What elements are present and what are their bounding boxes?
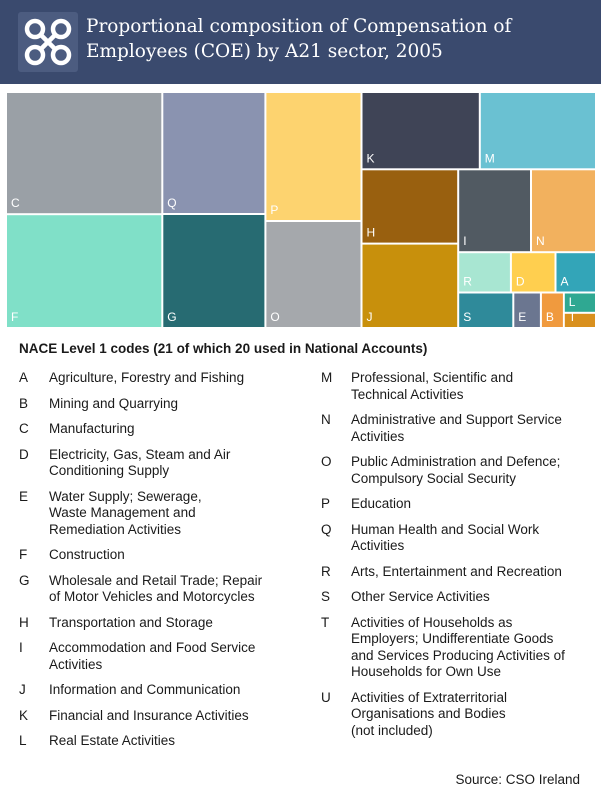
treemap-tile-c bbox=[7, 93, 161, 213]
treemap-label-i: I bbox=[463, 234, 467, 249]
legend-item-h bbox=[19, 615, 289, 632]
legend-code: H bbox=[19, 614, 29, 630]
treemap-label-h: H bbox=[366, 225, 376, 240]
legend-code: E bbox=[19, 488, 29, 504]
legend-description: Arts, Entertainment and Recreation bbox=[351, 563, 562, 579]
legend-description: Manufacturing bbox=[49, 421, 135, 436]
treemap-tile-p bbox=[266, 93, 360, 220]
treemap-label-g: G bbox=[167, 310, 177, 324]
legend-code: T bbox=[321, 614, 330, 630]
legend-code: R bbox=[321, 563, 331, 579]
legend-description: Public Administration and Defence; Compulsory Social Security bbox=[351, 454, 561, 486]
treemap-label-b: B bbox=[545, 310, 554, 324]
legend-item-u bbox=[321, 690, 591, 740]
legend-item-r bbox=[321, 564, 591, 581]
treemap-tile-q bbox=[163, 93, 264, 213]
treemap-label-o: O bbox=[270, 310, 280, 324]
legend-item-b bbox=[19, 396, 289, 413]
legend-item-e bbox=[19, 489, 289, 539]
treemap-tile-h bbox=[363, 170, 458, 242]
legend-code: U bbox=[321, 689, 331, 705]
legend-description: Agriculture, Forestry and Fishing bbox=[49, 370, 245, 385]
legend-code: F bbox=[19, 547, 28, 562]
legend-item-g bbox=[19, 573, 289, 606]
treemap-label-c: C bbox=[11, 196, 20, 211]
legend-item-n bbox=[321, 412, 591, 445]
legend-description: Information and Communication bbox=[49, 682, 241, 697]
title-line-2: Employees (COE) by A21 sector, 2005 bbox=[86, 41, 443, 62]
legend-description: Human Health and Social Work Activities bbox=[351, 521, 540, 553]
treemap-chart bbox=[6, 92, 596, 328]
treemap-label-l: L bbox=[568, 294, 576, 309]
legend-item-f bbox=[19, 547, 289, 564]
legend-description: Activities of Extraterritorial Organisations and Bodies (not included) bbox=[351, 689, 508, 738]
legend-code: G bbox=[19, 572, 30, 588]
legend-description: Professional, Scientific and Technical Activities bbox=[351, 370, 514, 402]
legend-description: Activities of Households as Employers; Undifferentiate Goods and Services Producing Activities of Households for Own Use bbox=[351, 614, 565, 679]
legend-description: Accommodation and Food Service Activities bbox=[49, 640, 256, 672]
legend-code: P bbox=[321, 496, 331, 511]
legend-description: Financial and Insurance Activities bbox=[49, 707, 249, 723]
legend-column-left bbox=[19, 370, 289, 759]
header-banner bbox=[0, 0, 601, 84]
treemap-tile-o bbox=[266, 222, 360, 327]
legend-item-c bbox=[19, 421, 289, 438]
page-title bbox=[86, 14, 591, 64]
treemap-tile-m bbox=[481, 93, 595, 168]
legend-code: S bbox=[321, 589, 331, 604]
treemap-tile-j bbox=[363, 245, 458, 327]
treemap-label-d: D bbox=[515, 274, 525, 289]
legend-code: C bbox=[19, 421, 29, 436]
legend-description: Construction bbox=[49, 547, 125, 562]
legend-description: Administrative and Support Service Activities bbox=[351, 412, 562, 444]
source-note: Source: CSO Ireland bbox=[455, 772, 580, 787]
legend-item-q bbox=[321, 522, 591, 555]
legend-item-a bbox=[19, 370, 289, 387]
legend-code: I bbox=[19, 640, 23, 655]
treemap-label-t: T bbox=[568, 310, 577, 324]
legend-description: Other Service Activities bbox=[351, 589, 490, 604]
legend-description: Mining and Quarrying bbox=[49, 395, 179, 411]
legend-item-j bbox=[19, 682, 289, 699]
treemap-label-e: E bbox=[518, 310, 527, 324]
legend-code: Q bbox=[321, 521, 332, 537]
legend-item-d bbox=[19, 447, 289, 480]
legend-code: A bbox=[19, 370, 29, 385]
legend-title: NACE Level 1 codes (21 of which 20 used in National Accounts) bbox=[19, 341, 428, 356]
legend-description: Education bbox=[351, 496, 412, 511]
legend-item-i bbox=[19, 640, 289, 673]
legend-code: K bbox=[19, 707, 29, 723]
legend-description: Real Estate Activities bbox=[49, 733, 176, 748]
legend-column-right bbox=[321, 370, 591, 748]
legend-item-l bbox=[19, 733, 289, 750]
legend-description: Transportation and Storage bbox=[49, 614, 213, 630]
treemap-label-n: N bbox=[536, 234, 545, 249]
legend-item-s bbox=[321, 589, 591, 606]
treemap-tile-k bbox=[363, 93, 479, 168]
legend-item-t bbox=[321, 615, 591, 681]
legend-code: B bbox=[19, 395, 29, 411]
treemap-label-f: F bbox=[11, 310, 19, 324]
treemap-tile-g bbox=[163, 215, 264, 327]
treemap-tile-i bbox=[459, 170, 530, 251]
treemap-label-j: J bbox=[366, 310, 373, 324]
legend-code: L bbox=[19, 733, 27, 748]
treemap-label-p: P bbox=[270, 203, 279, 217]
treemap-label-a: A bbox=[560, 274, 569, 289]
legend-description: Water Supply; Sewerage, Waste Management and Remediation Activities bbox=[49, 488, 202, 537]
legend-item-o bbox=[321, 454, 591, 487]
legend-code: M bbox=[321, 370, 333, 385]
legend-description: Wholesale and Retail Trade; Repair of Motor Vehicles and Motorcycles bbox=[49, 572, 263, 604]
legend-code: D bbox=[19, 446, 29, 462]
legend-item-k bbox=[19, 708, 289, 725]
treemap-label-q: Q bbox=[167, 196, 177, 210]
cso-logo-icon bbox=[18, 12, 78, 72]
treemap-label-m: M bbox=[484, 151, 495, 166]
legend-code: N bbox=[321, 412, 331, 427]
treemap-tile-f bbox=[7, 215, 161, 327]
legend-description: Electricity, Gas, Steam and Air Conditioning Supply bbox=[49, 446, 231, 478]
legend-item-m bbox=[321, 370, 591, 403]
legend-code: O bbox=[321, 454, 332, 469]
legend-item-p bbox=[321, 496, 591, 513]
treemap-label-r: R bbox=[463, 274, 472, 289]
title-line-1: Proportional composition of Compensation of bbox=[86, 16, 512, 37]
treemap-label-k: K bbox=[366, 151, 375, 166]
legend-code: J bbox=[19, 682, 26, 697]
treemap-label-s: S bbox=[463, 310, 472, 324]
